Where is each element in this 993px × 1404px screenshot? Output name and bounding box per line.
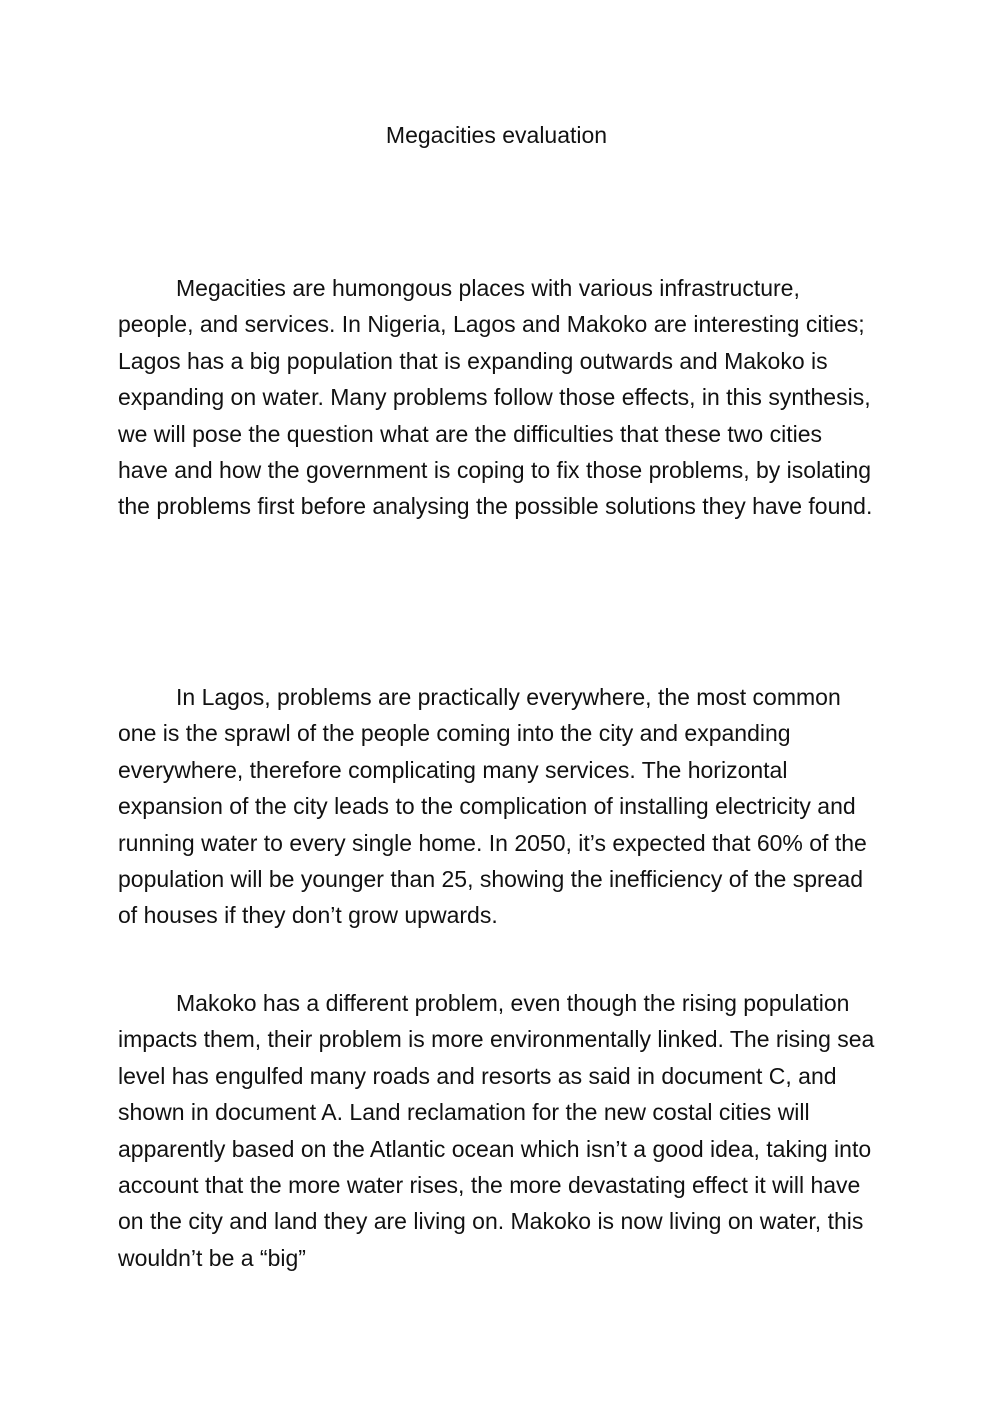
makoko-paragraph: Makoko has a different problem, even though the rising population impacts them, their problem is more environmentally linked. The rising sea level has engulfed many roads and resorts as said in document C, and shown in document A. Land reclamation for the new costal cities will apparently based on the Atlantic ocean which isn’t a good idea, taking into account that the more water rises, the more devastating effect it will have on the city and land they are living on. Makoko is now living on water, this wouldn’t be a “big” bbox=[118, 990, 875, 1271]
page-title: Megacities evaluation bbox=[385, 122, 608, 148]
intro-paragraph: Megacities are humongous places with various infrastructure, people, and services. In Nigeria, Lagos and Makoko are interesting cities; Lagos has a big population that is expanding outwards and Makoko is expanding on water. Many problems follow those effects, in this synthesis, we will pose the question what are the difficulties that these two cities have and how the government is coping to fix those problems, by isolating the problems first before analysing the possible solutions they have found. bbox=[118, 275, 873, 520]
lagos-paragraph: In Lagos, problems are practically everywhere, the most common one is the sprawl of the people coming into the city and expanding everywhere, therefore complicating many services. The horizontal expansion of the city leads to the complication of installing electricity and running water to every single home. In 2050, it’s expected that 60% of the population will be younger than 25, showing the inefficiency of the spread of houses if they don’t grow upwards. bbox=[118, 684, 867, 929]
